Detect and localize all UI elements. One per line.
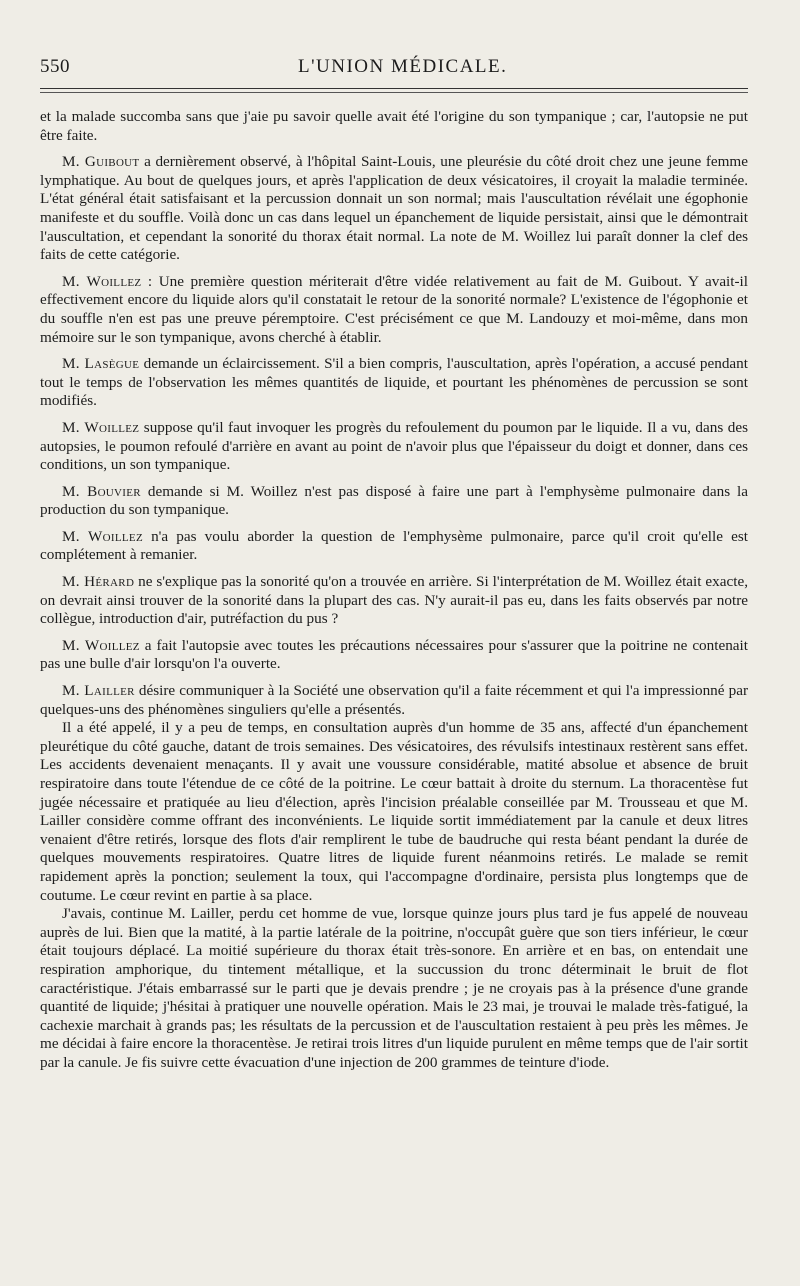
speaker-name: M. Guibout	[62, 153, 140, 171]
speaker-name: M. Lasègue	[62, 355, 140, 373]
paragraph: M. Hérard ne s'explique pas la sonorité qu'on a trouvée en arrière. Si l'interprétation de M. Woillez était exacte, on devrait ainsi trouver de la sonorité dans la plupart des cas. N'y aurait-il pas eu, dans les faits observés par notre collègue, introduction d'air, putréfaction du pus ?	[40, 573, 748, 628]
speaker-name: M. Lailler	[62, 682, 135, 700]
page-header	[40, 0, 748, 106]
body-text	[40, 108, 748, 1073]
paragraph: M. Guibout a dernièrement observé, à l'hôpital Saint-Louis, une pleurésie du côté droit chez une jeune femme lymphatique. Au bout de quelques jours, et après l'application de deux vésicatoires, il croyait la maladie terminée. L'état général était satisfaisant et la percussion donnait un son normal; mais l'auscultation révélait une égophonie manifeste et du souffle. Voilà donc un cas dans lequel un épanchement de liquide persistait, ainsi que le démontrait l'auscultation, et cependant la sonorité du thorax était normal. La note de M. Woillez lui paraît donner la clef des faits de cette catégorie.	[40, 153, 748, 264]
paragraph: M. Woillez suppose qu'il faut invoquer les progrès du refoulement du poumon par le liquide. Il a vu, dans des autopsies, le poumon refoulé d'arrière en avant au point de n'avoir plus que l'épaisseur du doigt et donner, dans ces conditions, un son tympanique.	[40, 418, 748, 474]
speaker-name: M. Hérard	[62, 573, 135, 591]
page-number: 550	[40, 56, 70, 77]
speaker-name: M. Woillez	[62, 636, 140, 654]
paragraph: M. Lailler désire communiquer à la Société une observation qu'il a faite récemment et qui l'a impressionné par quelques-uns des phénomènes singuliers qu'elle a présentés.	[40, 682, 749, 718]
header-rule	[40, 88, 748, 89]
paragraph: J'avais, continue M. Lailler, perdu cet homme de vue, lorsque quinze jours plus tard je fus appelé de nouveau auprès de lui. Bien que la matité, à la partie latérale de la poitrine, n'occupât guère que son tiers inférieur, le cœur était toujours déplacé. La moitié supérieure du thorax était très-sonore. En arrière et en bas, on entendait une respiration amphorique, du tintement métallique, et la succussion du tronc déterminait le bruit de flot caractéristique. J'étais embarrassé sur le parti que je devais prendre ; je ne croyais pas à la présence d'une grande quantité de liquide; j'hésitai à pratiquer une nouvelle opération. Mais le 23 mai, je trouvai le malade très-fatigué, la cachexie marchait à grands pas; les résultats de la percussion et de l'auscultation restaient à peu près les mêmes. Je me décidai à faire encore la thoracentèse. Je retirai trois litres d'un liquide purulent en même temps que de l'air sortit par la canule. Je fis suivre cette évacuation d'une injection de 200 grammes de teinture d'iode.	[40, 905, 748, 1071]
paragraph: M. Woillez a fait l'autopsie avec toutes les précautions nécessaires pour s'assurer que la poitrine ne contenait pas une bulle d'air lorsqu'on l'a ouverte.	[40, 636, 748, 673]
running-title: L'UNION MÉDICALE.	[298, 56, 508, 77]
paragraph: M. Bouvier demande si M. Woillez n'est pas disposé à faire une part à l'emphysème pulmonaire dans la production du son tympanique.	[40, 482, 748, 519]
speaker-name: M. Bouvier	[62, 482, 141, 500]
paragraph: et la malade succomba sans que j'aie pu savoir quelle avait été l'origine du son tympanique ; car, l'autopsie ne put être faite.	[40, 108, 748, 144]
paragraph: M. Woillez n'a pas voulu aborder la question de l'emphysème pulmonaire, parce qu'il croit qu'elle est complétement à remanier.	[40, 527, 748, 564]
speaker-name: M. Woillez	[62, 272, 142, 290]
paragraph: Il a été appelé, il y a peu de temps, en consultation auprès d'un homme de 35 ans, affecté d'un épanchement pleurétique du côté gauche, datant de trois semaines. Des vésicatoires, des révulsifs intestinaux restèrent sans effet. Les accidents devenaient menaçants. Il y avait une voussure considérable, matité absolue et absence de bruit respiratoire dans toute l'étendue de ce côté de la poitrine. Le cœur battait à droite du sternum. La thoracentèse fut jugée nécessaire et pratiquée au lieu d'élection, après l'incision préalable conseillée par M. Trousseau et que M. Lailler considère comme offrant des inconvénients. Le liquide sortit immédiatement par la canule et deux litres venaient d'être retirés, lorsque des flots d'air remplirent le tube de baudruche qui resta béant pendant la durée de quelques mouvements respiratoires. Quatre litres de liquide furent néanmoins retirés. Le malade se remit rapidement après la ponction; seulement la toux, qui l'accompagne d'ordinaire, persista plus longtemps que de coutume. Le cœur revint en partie à sa place.	[40, 719, 748, 904]
speaker-name: M. Woillez	[62, 527, 143, 545]
paragraph: M. Woillez : Une première question mériterait d'être vidée relativement au fait de M. Guibout. Y avait-il effectivement encore du liquide alors qu'il constatait le retour de la sonorité normale? L'existence de l'égophonie et du souffle n'en est pas une preuve péremptoire. C'est précisément ce que M. Landouzy et moi-même, dans mon mémoire sur le son tympanique, avons cherché à établir.	[40, 272, 748, 346]
paragraph: M. Lasègue demande un éclaircissement. S'il a bien compris, l'auscultation, après l'opération, a accusé pendant tout le temps de l'observation les mêmes quantités de liquide, et pourtant les phénomènes de percussion se sont modifiés.	[40, 355, 748, 410]
header-rule-thin	[40, 92, 748, 93]
speaker-name: M. Woillez	[62, 418, 140, 436]
